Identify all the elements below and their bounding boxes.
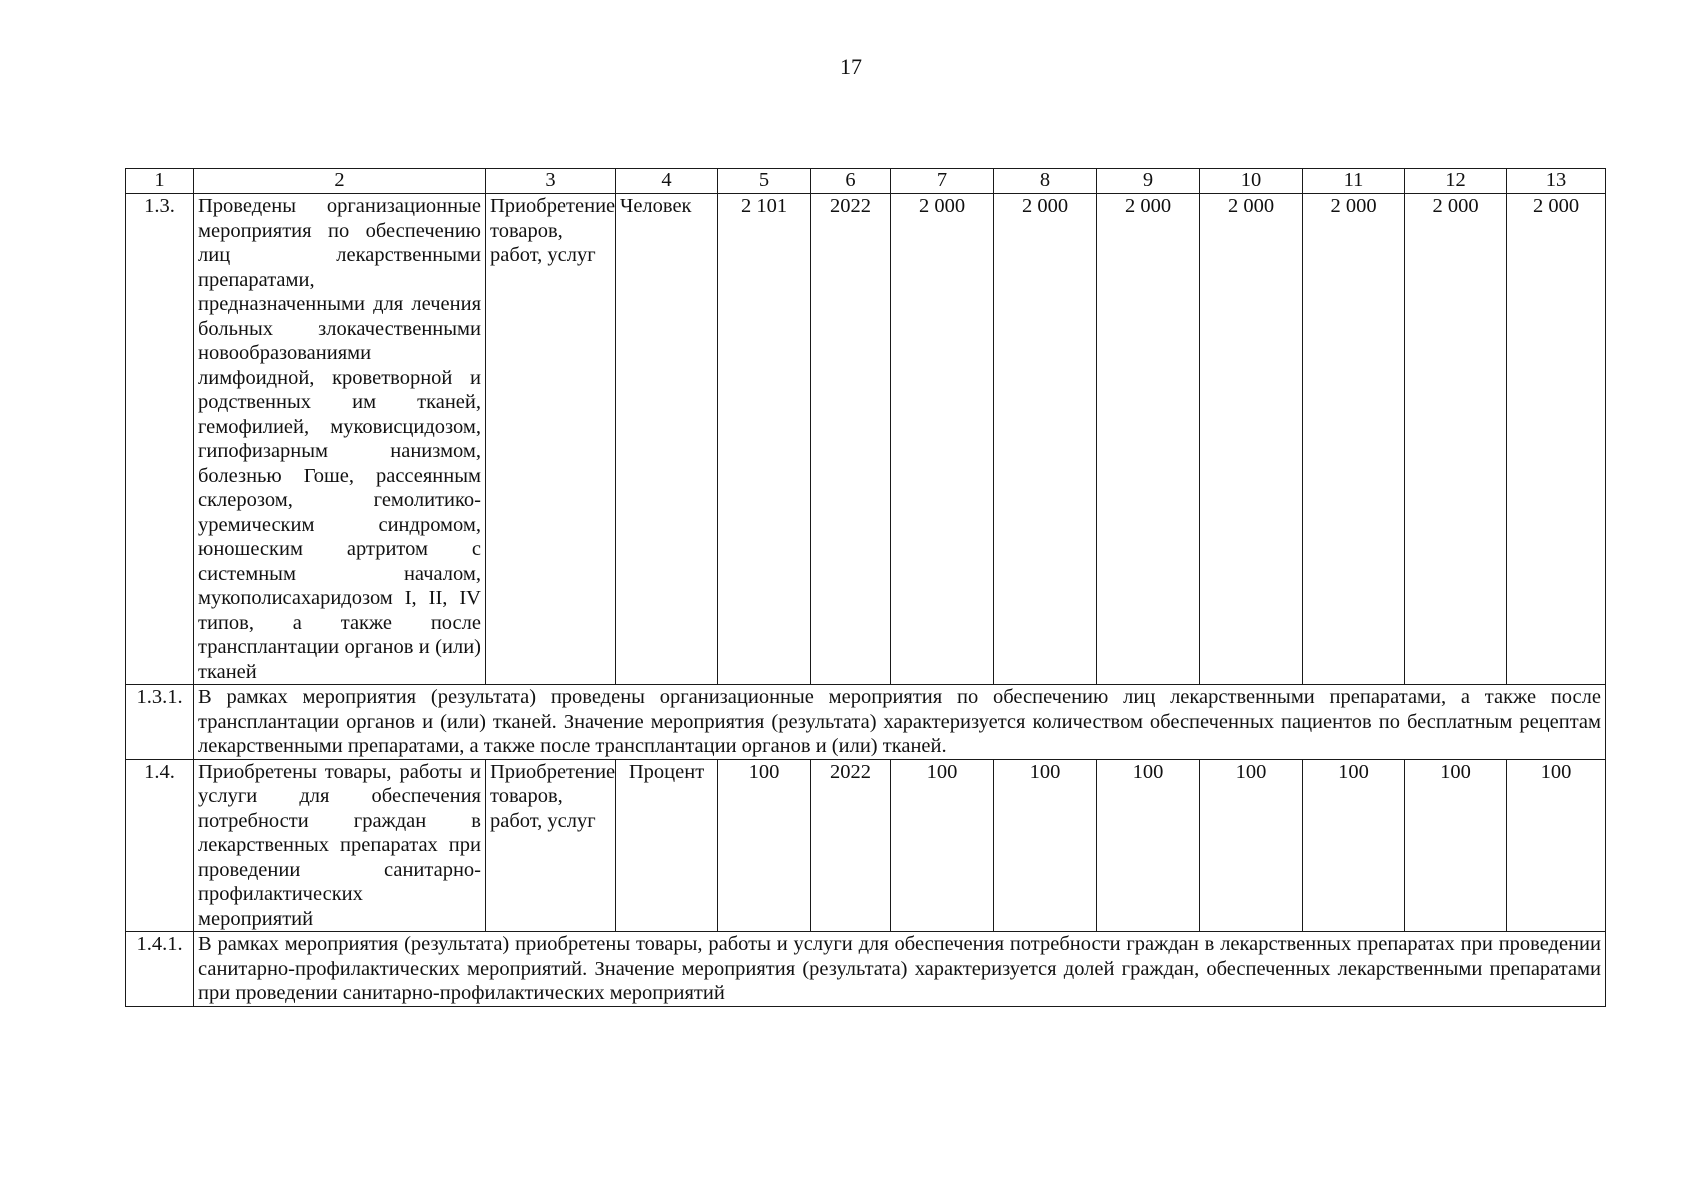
header-cell: 5 bbox=[718, 169, 811, 194]
header-cell: 2 bbox=[194, 169, 486, 194]
row-value: 100 bbox=[1507, 759, 1606, 932]
header-cell: 6 bbox=[811, 169, 891, 194]
row-number: 1.4. bbox=[126, 759, 194, 932]
table-row bbox=[126, 194, 1606, 685]
row-value: 100 bbox=[1405, 759, 1507, 932]
header-cell: 12 bbox=[1405, 169, 1507, 194]
row-value: 100 bbox=[1200, 759, 1303, 932]
row-value: 2 000 bbox=[1303, 194, 1405, 685]
row-description: Проведены организационные мероприятия по обеспечению лиц лекарственными препаратами, предназначенными для лечения больных злокачественными новообразованиями лимфоидной, кроветворной и родственных им тканей, гемофилией, муковисцидозом, гипофизарным нанизмом, болезнью Гоше, рассеянным склерозом, гемолитико-уремическим синдромом, юношеским артритом с системным началом, мукополисахаридозом I, II, IV типов, а также после трансплантации органов и (или) тканей bbox=[194, 194, 486, 685]
row-number: 1.3. bbox=[126, 194, 194, 685]
header-cell: 11 bbox=[1303, 169, 1405, 194]
row-base-year: 2022 bbox=[811, 759, 891, 932]
table-row bbox=[126, 932, 1606, 1007]
row-unit: Процент bbox=[616, 759, 718, 932]
row-value: 100 bbox=[891, 759, 994, 932]
row-base-year: 2022 bbox=[811, 194, 891, 685]
header-cell: 10 bbox=[1200, 169, 1303, 194]
row-number: 1.3.1. bbox=[126, 685, 194, 760]
row-value: 2 000 bbox=[1097, 194, 1200, 685]
header-cell: 4 bbox=[616, 169, 718, 194]
page-number: 17 bbox=[840, 54, 862, 79]
row-value: 2 000 bbox=[994, 194, 1097, 685]
row-explanation: В рамках мероприятия (результата) приобретены товары, работы и услуги для обеспечения потребности граждан в лекарственных препаратах при проведении санитарно-профилактических мероприятий. Значение мероприятия (результата) характеризуется долей граждан, обеспеченных лекарственными препаратами при проведении санитарно-профилактических мероприятий bbox=[194, 932, 1606, 1007]
table-row bbox=[126, 759, 1606, 932]
column-number-row bbox=[126, 169, 1606, 194]
header-cell: 9 bbox=[1097, 169, 1200, 194]
row-value: 2 000 bbox=[1200, 194, 1303, 685]
row-value: 100 bbox=[994, 759, 1097, 932]
table-row bbox=[126, 685, 1606, 760]
header-cell: 3 bbox=[486, 169, 616, 194]
header-cell: 8 bbox=[994, 169, 1097, 194]
header-cell: 13 bbox=[1507, 169, 1606, 194]
row-description: Приобретены товары, работы и услуги для обеспечения потребности граждан в лекарственных препаратах при проведении санитарно-профилактических мероприятий bbox=[194, 759, 486, 932]
row-unit: Человек bbox=[616, 194, 718, 685]
row-explanation: В рамках мероприятия (результата) проведены организационные мероприятия по обеспечению лиц лекарственными препаратами, а также после трансплантации органов и (или) тканей. Значение мероприятия (результата) характеризуется количеством обеспеченных пациентов по бесплатным рецептам лекарственными препаратами, а также после трансплантации органов и (или) тканей. bbox=[194, 685, 1606, 760]
row-value: 2 000 bbox=[1507, 194, 1606, 685]
row-type: Приобретение товаров, работ, услуг bbox=[486, 194, 616, 685]
row-value: 2 000 bbox=[1405, 194, 1507, 685]
row-value: 100 bbox=[1303, 759, 1405, 932]
row-type: Приобретение товаров, работ, услуг bbox=[486, 759, 616, 932]
row-base-value: 2 101 bbox=[718, 194, 811, 685]
row-value: 2 000 bbox=[891, 194, 994, 685]
indicators-table bbox=[125, 168, 1606, 1007]
row-base-value: 100 bbox=[718, 759, 811, 932]
row-number: 1.4.1. bbox=[126, 932, 194, 1007]
header-cell: 1 bbox=[126, 169, 194, 194]
row-value: 100 bbox=[1097, 759, 1200, 932]
header-cell: 7 bbox=[891, 169, 994, 194]
